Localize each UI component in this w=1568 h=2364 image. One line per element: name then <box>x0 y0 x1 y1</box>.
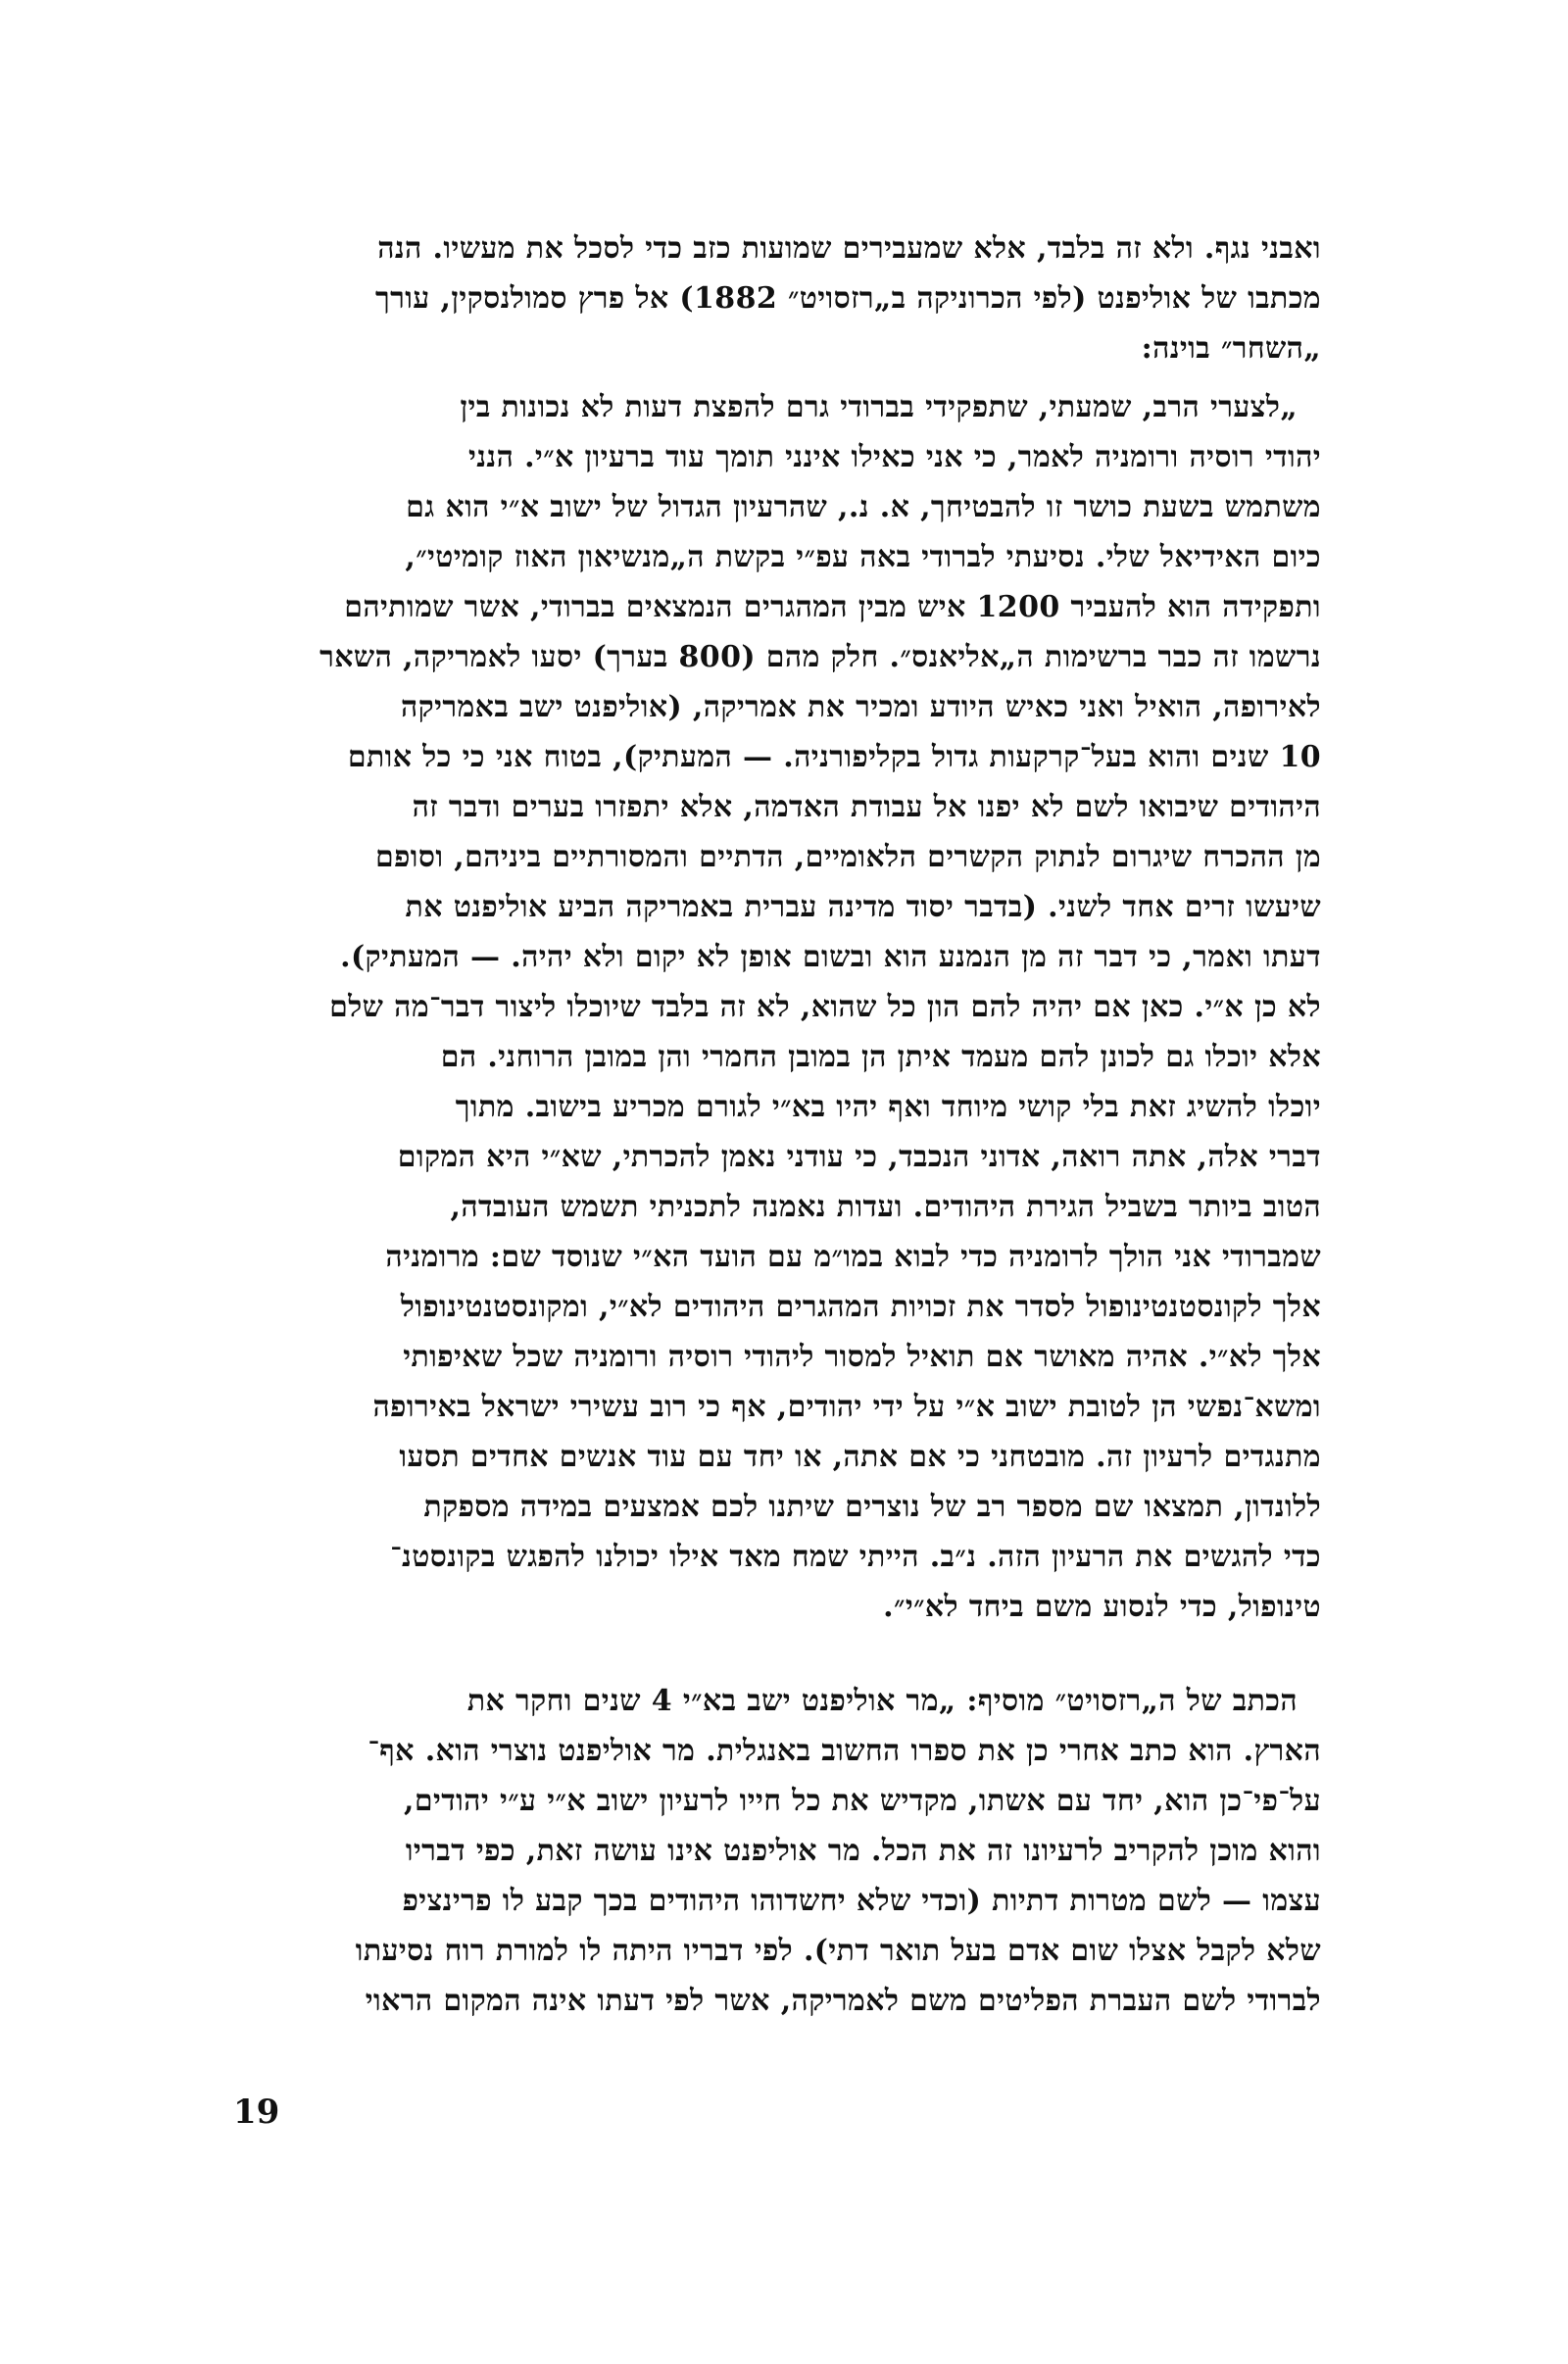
text-line: ללונדון, תמצאו שם מספר רב של נוצרים שיתנו לכם אמצעים במידה מספקת <box>423 1490 1321 1524</box>
text-line: ומשא־נפשי הן לטובת ישוב א״י על ידי יהודים, אף כי רוב עשירי ישראל באירופה <box>372 1390 1321 1424</box>
text-line: הארץ. הוא כתב אחרי כן את ספרו החשוב באנגלית. מר אוליפנט נוצרי הוא. אף־ <box>368 1734 1321 1768</box>
text-line: היהודים שיבואו לשם לא יפנו אל עבודת האדמה, אלא יתפזרו בערים ודבר זה <box>412 790 1321 824</box>
text-line: טינופול, כדי לנסוע משם ביחד לא״י״. <box>883 1590 1321 1624</box>
text-line: לאירופה, הואיל ואני כאיש היודע ומכיר את אמריקה, (אוליפנט ישב באמריקה <box>400 690 1321 724</box>
page-number: 19 <box>233 2093 280 2132</box>
text-line: מתנגדים לרעיון זה. מובטחני כי אם אתה, או יחד עם עוד אנשים אחדים תסעו <box>399 1440 1321 1474</box>
text-line: עצמו — לשם מטרות דתיות (וכדי שלא יחשדוהו היהודים בכך קבע לו פרינציפ <box>402 1884 1321 1918</box>
text-line: מן ההכרח שיגרום לנתוק הקשרים הלאומיים, הדתיים והמסורתיים ביניהם, וסופם <box>374 840 1321 874</box>
text-line: „השחר״ בוינה: <box>1141 331 1321 366</box>
text-line: לא כן א״י. כאן אם יהיה להם הון כל שהוא, לא זה בלבד שיוכלו ליצור דבר־מה שלם <box>329 990 1321 1024</box>
text-line: כדי להגשים את הרעיון הזה. נ״ב. הייתי שמח מאד אילו יכולנו להפגש בקונסטנ־ <box>390 1540 1321 1574</box>
text-line: 10 שנים והוא בעל־קרקעות גדול בקליפורניה. — המעתיק), בטוח אני כי כל אותם <box>347 740 1321 774</box>
text-line: אלא יוכלו גם לכונן להם מעמד איתן הן במובן החמרי והן במובן הרוחני. הם <box>440 1040 1321 1074</box>
text-line: לברודי לשם העברת הפליטים משם לאמריקה, אשר לפי דעתו אינה המקום הראוי <box>365 1984 1321 2018</box>
text-line: ותפקידה הוא להעביר 1200 איש מבין המהגרים הנמצאים בברודי, אשר שמותיהם <box>344 590 1321 624</box>
text-line: יהודי רוסיה ורומניה לאמר, כי אני כאילו אינני תומך עוד ברעיון א״י. הנני <box>468 440 1321 474</box>
text-line: שיעשו זרים אחד לשני. (בדבר יסוד מדינה עברית באמריקה הביע אוליפנט את <box>405 890 1321 924</box>
text-line: דעתו ואמר, כי דבר זה מן הנמנע הוא ובשום אופן לא יקום ולא יהיה. — המעתיק). <box>340 940 1321 974</box>
text-line: ואבני נגף. ולא זה בלבד, אלא שמעבירים שמועות כזב כדי לסכל את מעשיו. הנה <box>377 231 1321 266</box>
text-line: כיום האידיאל שלי. נסיעתי לברודי באה עפ״י בקשת ה„מנשיאון האוז קומיטי״, <box>405 540 1321 574</box>
text-line: „לצערי הרב, שמעתי, שתפקידי בברודי גרם להפצת דעות לא נכונות בין <box>460 390 1298 424</box>
text-line: אלך לקונסטנטינופול לסדר את זכויות המהגרים היהודים לא״י, ומקונסטנטינופול <box>400 1290 1321 1324</box>
text-line: שמברודי אני הולך לרומניה כדי לבוא במו״מ עם הועד הא״י שנוסד שם: מרומניה <box>385 1240 1321 1274</box>
paragraph-correspondent <box>233 1676 1321 2026</box>
text-line: משתמש בשעת כושר זו להבטיחך, א. נ., שהרעיון הגדול של ישוב א״י הוא גם <box>406 490 1321 524</box>
text-line: אלך לא״י. אהיה מאושר אם תואיל למסור ליהודי רוסיה ורומניה שכל שאיפותי <box>403 1340 1321 1374</box>
text-line: יוכלו להשיג זאת בלי קושי מיוחד ואף יהיו בא״י לגורם מכריע בישוב. מתוך <box>455 1090 1321 1124</box>
text-line: שלא לקבל אצלו שום אדם בעל תואר דתי). לפי דבריו היתה לו למורת רוח נסיעתו <box>355 1934 1321 1968</box>
text-line: דברי אלה, אתה רואה, אדוני הנכבד, כי עודני נאמן להכרתי, שא״י היא המקום <box>397 1140 1321 1174</box>
text-line: והוא מוכן להקריב לרעיונו זה את הכל. מר אוליפנט אינו עושה זאת, כפי דבריו <box>405 1834 1321 1868</box>
text-line: נרשמו זה כבר ברשימות ה„אליאנס״. חלק מהם (800 בערך) יסעו לאמריקה, השאר <box>319 640 1321 674</box>
paragraph-letter-quote <box>233 382 1321 1632</box>
text-line: הטוב ביותר בשביל הגירת היהודים. ועדות נאמנה לתכניתי תשמש העובדה, <box>450 1190 1321 1224</box>
text-line: הכתב של ה„רזסויט״ מוסיף: „מר אוליפנט ישב בא״י 4 שנים וחקר את <box>466 1684 1298 1718</box>
text-line: על־פי־כן הוא, יחד עם אשתו, מקדיש את כל חייו לרעיון ישוב א״י ע״י יהודים, <box>404 1784 1321 1818</box>
text-line: מכתבו של אוליפנט (לפי הכרוניקה ב„רזסויט״ 1882) אל פרץ סמולנסקין, עורך <box>374 281 1321 316</box>
paragraph-intro <box>233 223 1321 373</box>
